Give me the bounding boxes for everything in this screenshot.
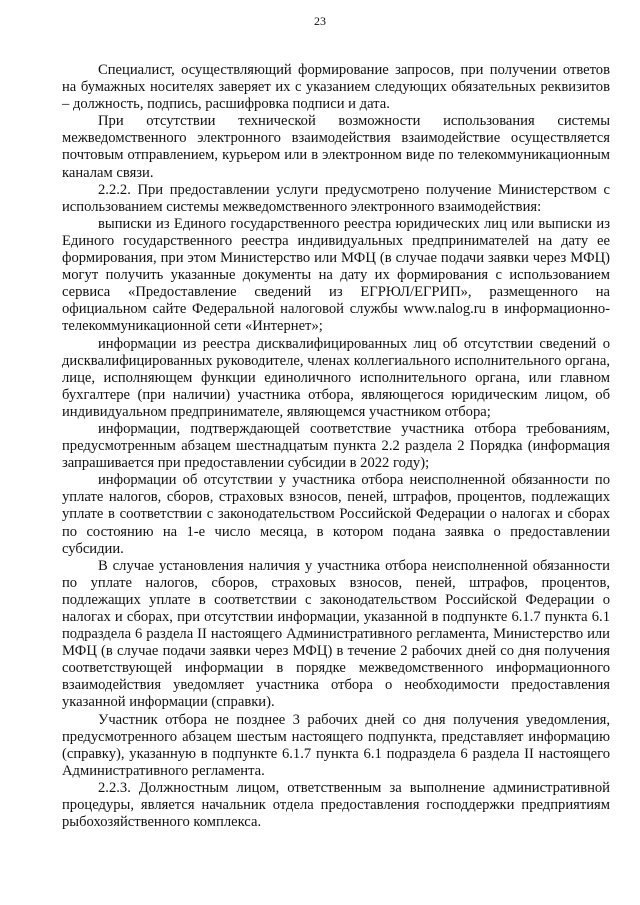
paragraph-tax-arrears: информации об отсутствии у участника отбора неисполненной обязанности по уплате налогов, сборов, страховых взносов, пеней, штрафов, процентов, подлежащих уплате в соответствии с законодательством Российской Федерации о налогах и сборах по состоянию на 1-е число месяца, в котором подана заявка о предоставлении субсидии. xyxy=(62,472,610,557)
paragraph-2-2-3: 2.2.3. Должностным лицом, ответственным за выполнение административной процедуры, является начальник отдела предоставления господдержки предприятиям рыбохозяйственного комплекса. xyxy=(62,779,610,831)
paragraph-egrul-extract: выписки из Единого государственного реестра юридических лиц или выписки из Единого государственного реестра индивидуальных предпринимателей на дату ее формирования, при этом Министерство или МФЦ (в случае подачи заявки через МФЦ) могут получить указанные документы на дату их формирования с использованием сервиса «Предоставление сведений из ЕГРЮЛ/ЕГРИП», размещенного на официальном сайте Федеральной налоговой службы www.nalog.ru в информационно-телекоммуникационной сети «Интернет»; xyxy=(62,215,610,335)
document-body xyxy=(62,62,610,831)
page-number: 23 xyxy=(314,14,326,28)
paragraph-certification: Специалист, осуществляющий формирование запросов, при получении ответов на бумажных носителях заверяет их с указанием следующих обязательных реквизитов – должность, подпись, расшифровка подписи и дата. xyxy=(62,62,610,113)
paragraph-2-2-2: 2.2.2. При предоставлении услуги предусмотрено получение Министерством с использованием системы межведомственного электронного взаимодействия: xyxy=(62,181,610,215)
paragraph-arrears-notification: В случае установления наличия у участника отбора неисполненной обязанности по уплате налогов, сборов, страховых взносов, пеней, штрафов, процентов, подлежащих уплате в соответствии с законодательством Российской Федерации о налогах и сборах, при отсутствии информации, указанной в подпункте 6.1.7 пункта 6.1 подраздела 6 раздела II настоящего Административного регламента, Министерство или МФЦ (в случае подачи заявки через МФЦ) в течение 2 рабочих дней со дня получения соответствующей информации в порядке межведомственного информационного взаимодействия уведомляет участника отбора о необходимости предоставления указанной информации (справки). xyxy=(62,557,610,711)
paragraph-participant-response: Участник отбора не позднее 3 рабочих дней со дня получения уведомления, предусмотренного абзацем шестым настоящего подпункта, представляет информацию (справку), указанную в подпункте 6.1.7 пункта 6.1 подраздела 6 раздела II настоящего Административного регламента. xyxy=(62,711,610,779)
paragraph-requirements-compliance: информации, подтверждающей соответствие участника отбора требованиям, предусмотренным абзацем шестнадцатым пункта 2.2 раздела 2 Порядка (информация запрашивается при предоставлении субсидии в 2022 году); xyxy=(62,420,610,472)
paragraph-no-electronic-access: При отсутствии технической возможности использования системы межведомственного электронного взаимодействия взаимодействие осуществляется почтовым отправлением, курьером или в электронном виде по телекоммуникационным каналам связи. xyxy=(62,113,610,181)
paragraph-disqualified-registry: информации из реестра дисквалифицированных лиц об отсутствии сведений о дисквалифицированных руководителе, членах коллегиального исполнительного органа, лице, исполняющем функции единоличного исполнительного органа, или главном бухгалтере (при наличии) участника отбора, являющегося юридическим лицом, об индивидуальном предпринимателе, являющемся участником отбора; xyxy=(62,335,610,420)
